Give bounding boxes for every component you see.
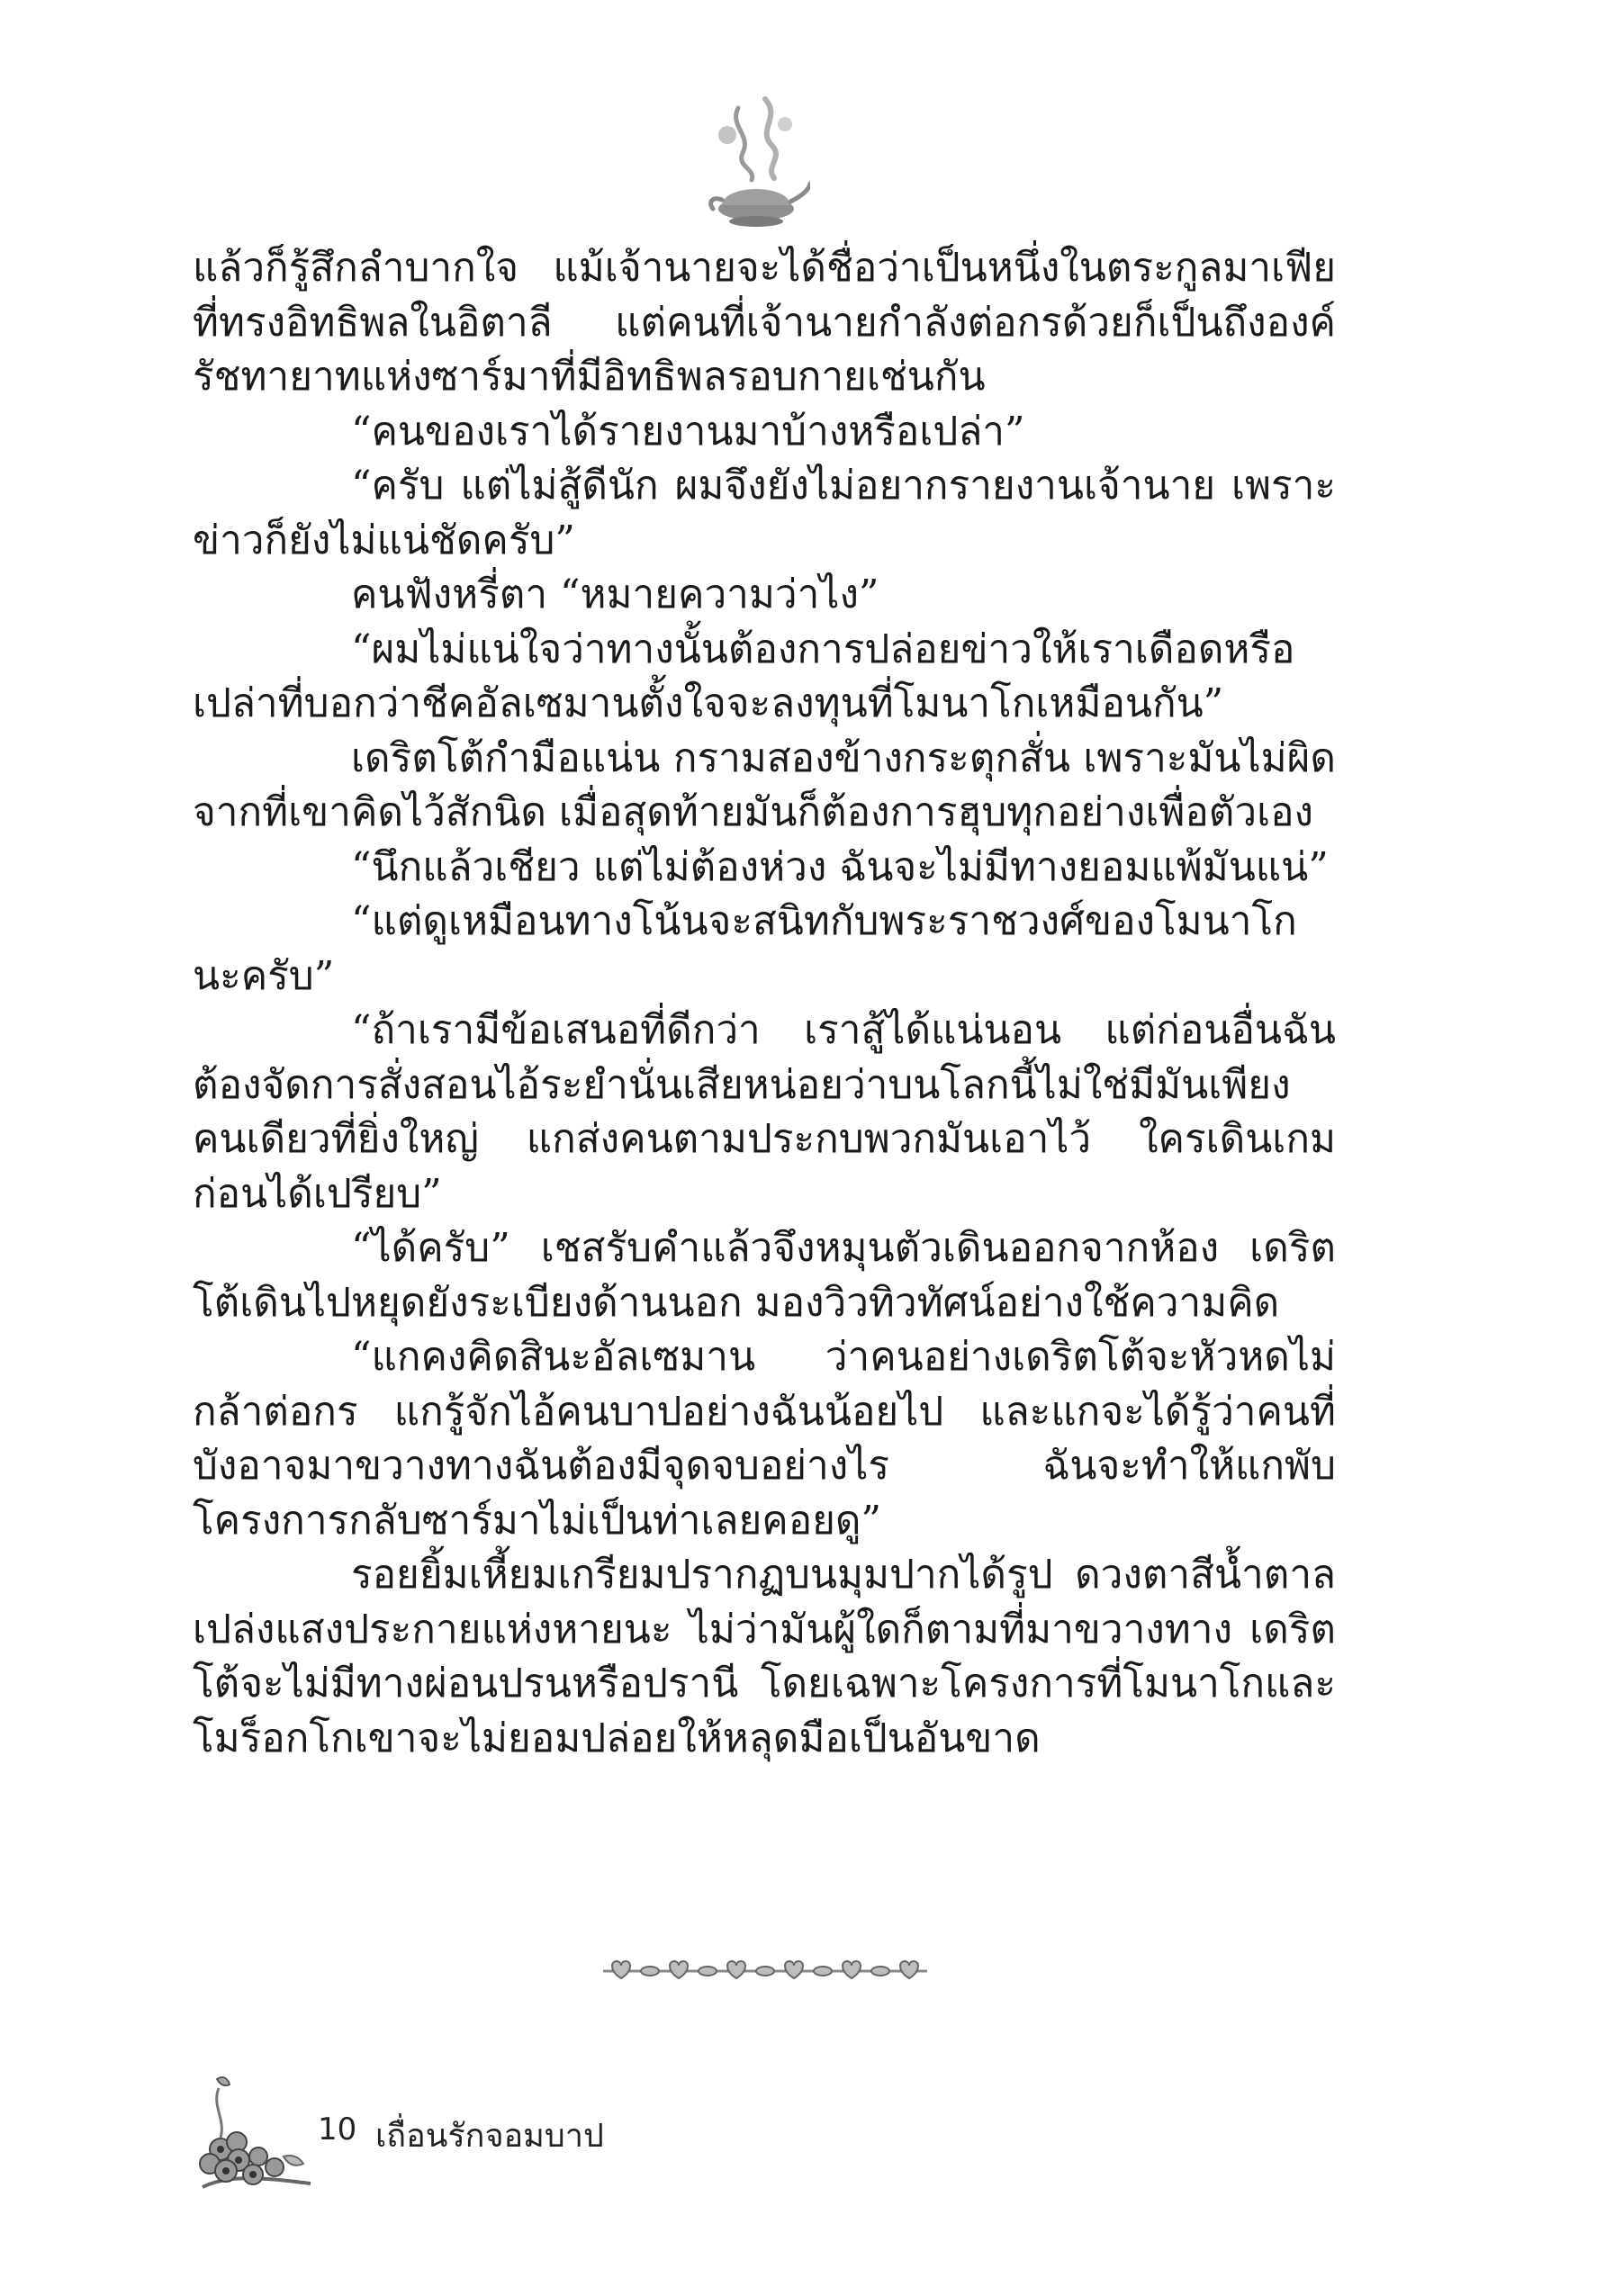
- paragraph: “นึกแล้วเชียว แต่ไม่ต้องห่วง ฉันจะไม่มีทางยอมแพ้มันแน่”: [351, 843, 1329, 890]
- paragraph: “ผมไม่แน่ใจว่าทางนั้นต้องการปล่อยข่าวให้เราเดือดหรือเปล่าที่บอกว่าชีคอัลเซมานตั้งใจจะลงทุนที่โมนาโกเหมือนกัน”: [193, 626, 1295, 726]
- paragraph: “คนของเราได้รายงานมาบ้างหรือเปล่า”: [351, 408, 1025, 455]
- book-title: เถื่อนรักจอมบาป: [375, 2118, 604, 2155]
- paragraph: เดริตโต้กำมือแน่น กรามสองข้างกระตุกสั่น เพราะมันไม่ผิดจากที่เขาคิดไว้สักนิด เมื่อสุดท้ายมันก็ต้องการฮุบทุกอย่างเพื่อตัวเอง: [193, 734, 1336, 835]
- paragraph: “ครับ แต่ไม่สู้ดีนัก ผมจึงยังไม่อยากรายงานเจ้านาย เพราะข่าวก็ยังไม่แน่ชัดครับ”: [193, 463, 1336, 563]
- paragraph: แล้วก็รู้สึกลำบากใจ แม้เจ้านายจะได้ชื่อว่าเป็นหนึ่งในตระกูลมาเฟียที่ทรงอิทธิพลในอิตาลี แต่คนที่เจ้านายกำลังต่อกรด้วยก็เป็นถึงองค์รัชทายาทแห่งซาร์มาที่มีอิทธิพลรอบกายเช่นกัน: [193, 245, 1336, 400]
- flower-cluster-icon: [185, 2070, 320, 2196]
- paragraph: “ถ้าเรามีข้อเสนอที่ดีกว่า เราสู้ได้แน่นอน แต่ก่อนอื่นฉันต้องจัดการสั่งสอนไอ้ระยำนั่นเสียหน่อยว่าบนโลกนี้ไม่ใช่มีมันเพียงคนเดียวที่ยิ่งใหญ่ แกส่งคนตามประกบพวกมันเอาไว้ ใครเดินเกมก่อนได้เปรียบ”: [193, 1007, 1336, 1217]
- paragraph: คนฟังหรี่ตา “หมายความว่าไง”: [351, 572, 879, 617]
- paragraph: “ได้ครับ” เชสรับคำแล้วจึงหมุนตัวเดินออกจากห้อง เดริตโต้เดินไปหยุดยังระเบียงด้านนอก มองวิวทิวทัศน์อย่างใช้ความคิด: [193, 1225, 1336, 1326]
- paragraph: รอยยิ้มเหี้ยมเกรียมปรากฏบนมุมปากได้รูป ดวงตาสีน้ำตาลเปล่งแสงประกายแห่งหายนะ ไม่ว่ามันผู้ใดก็ตามที่มาขวางทาง เดริตโต้จะไม่มีทางผ่อนปรนหรือปรานี โดยเฉพาะโครงการที่โมนาโกและโมร็อกโกเขาจะไม่ยอมปล่อยให้หลุดมือเป็นอันขาด: [193, 1552, 1336, 1761]
- paragraph: “แต่ดูเหมือนทางโน้นจะสนิทกับพระราชวงศ์ของโมนาโกนะครับ”: [193, 898, 1297, 999]
- teapot-steam-icon: [702, 90, 810, 234]
- heart-chain-divider-icon: [594, 1953, 936, 1989]
- story-text: [193, 241, 1336, 1766]
- paragraph: “แกคงคิดสินะอัลเซมาน ว่าคนอย่างเดริตโต้จะหัวหดไม่กล้าต่อกร แกรู้จักไอ้คนบาปอย่างฉันน้อยไป และแกจะได้รู้ว่าคนที่บังอาจมาขวางทางฉันต้องมีจุดจบอย่างไร ฉันจะทำให้แกพับโครงการกลับซาร์มาไม่เป็นท่าเลยคอยดู”: [193, 1334, 1336, 1544]
- page-number: 10: [318, 2111, 357, 2147]
- page-footer: [185, 2070, 815, 2196]
